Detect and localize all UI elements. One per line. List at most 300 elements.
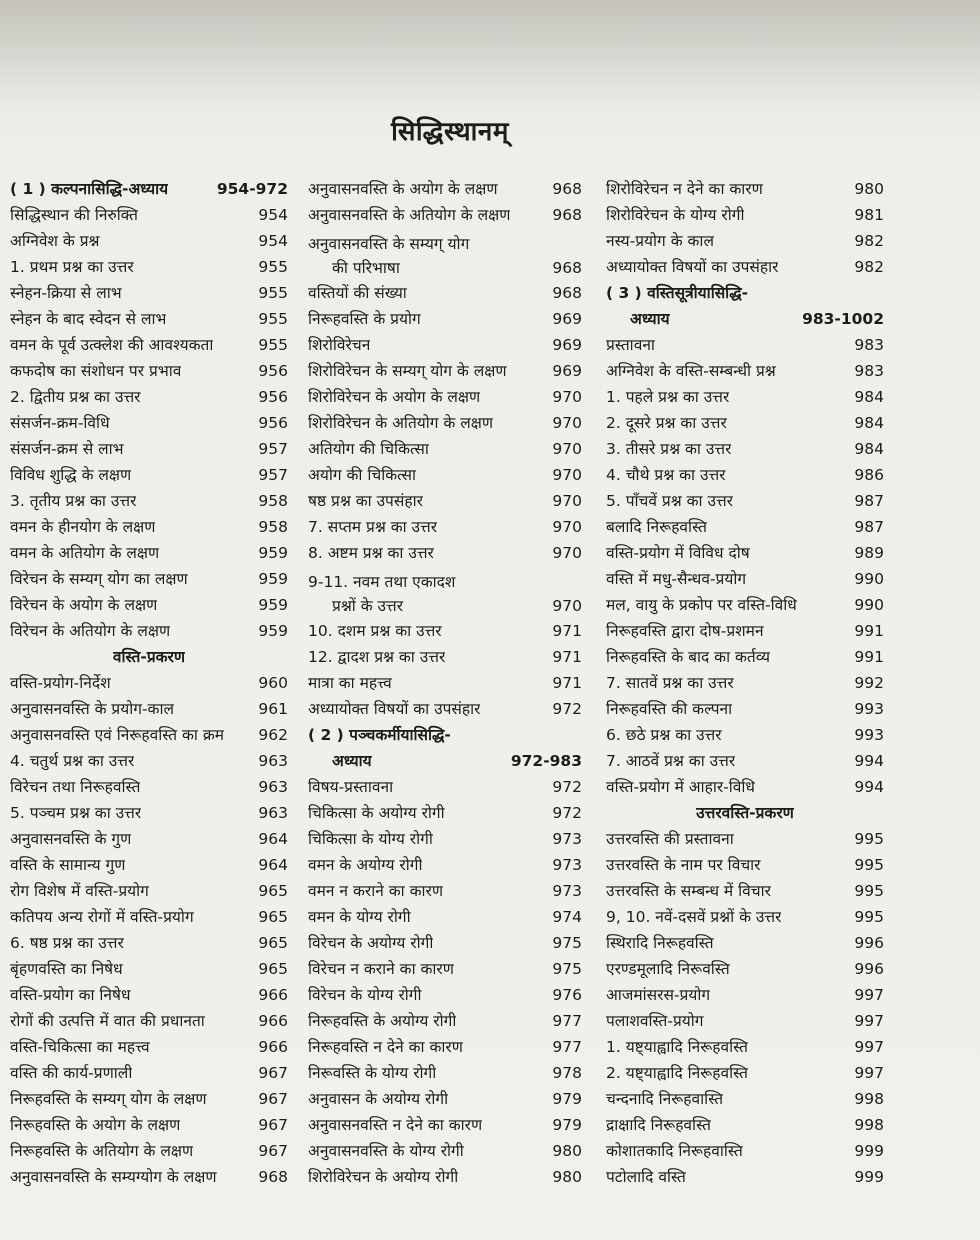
toc-entry	[308, 904, 582, 930]
page-number: 980	[854, 180, 884, 198]
toc-entry	[10, 202, 288, 228]
toc-entry	[308, 1164, 582, 1190]
page-number: 976	[552, 986, 582, 1004]
entry-title: वमन के अतियोग के लक्षण	[10, 544, 160, 562]
page-number: 982	[854, 232, 884, 250]
page-number: 971	[552, 674, 582, 692]
toc-entry	[606, 982, 884, 1008]
toc-entry	[10, 540, 288, 566]
page-number: 971	[552, 622, 582, 640]
page-number: 971	[552, 648, 582, 666]
toc-entry	[10, 254, 288, 280]
page-number: 970	[552, 518, 582, 536]
toc-entry	[10, 618, 288, 644]
toc-entry	[10, 982, 288, 1008]
page-number: 973	[552, 882, 582, 900]
page-number: 997	[854, 1012, 884, 1030]
page-number: 990	[854, 570, 884, 588]
page-number: 998	[854, 1116, 884, 1134]
entry-title	[308, 570, 543, 618]
toc-entry	[606, 1034, 884, 1060]
entry-title: 5. पाँचवें प्रश्न का उत्तर	[606, 492, 734, 510]
entry-title: विरेचन के सम्यग् योग का लक्षण	[10, 570, 188, 588]
toc-entry	[308, 982, 582, 1008]
entry-title: 1. प्रथम प्रश्न का उत्तर	[10, 258, 134, 276]
entry-title: षष्ठ प्रश्न का उपसंहार	[308, 492, 423, 510]
toc-entry	[606, 410, 884, 436]
page-number: 975	[552, 934, 582, 952]
toc-entry	[10, 696, 288, 722]
entry-title: संसर्जन-क्रम से लाभ	[10, 440, 124, 458]
entry-title: पलाशवस्ति-प्रयोग	[606, 1012, 704, 1030]
entry-title: शिरोविरेचन के अयोग्य रोगी	[308, 1168, 459, 1186]
entry-title: 3. तीसरे प्रश्न का उत्तर	[606, 440, 732, 458]
toc-entry	[606, 540, 884, 566]
entry-title: मल, वायु के प्रकोप पर वस्ति-विधि	[606, 596, 797, 614]
toc-entry	[10, 228, 288, 254]
page-number: 975	[552, 960, 582, 978]
toc-entry	[10, 566, 288, 592]
entry-title: निरूहवस्ति के अयोग के लक्षण	[10, 1116, 181, 1134]
toc-entry	[606, 956, 884, 982]
toc-entry	[10, 488, 288, 514]
entry-title	[308, 232, 543, 280]
entry-title: अनुवासनवस्ति के सम्यग्योग के लक्षण	[10, 1168, 217, 1186]
page-number: 970	[552, 388, 582, 406]
entry-title: ( 2 ) पञ्चकर्मीयासिद्धि-	[308, 726, 451, 744]
page-number: 979	[552, 1116, 582, 1134]
page-number: 993	[854, 700, 884, 718]
toc-entry	[606, 1164, 884, 1190]
toc-entry	[10, 514, 288, 540]
entry-title: विविध शुद्धि के लक्षण	[10, 466, 132, 484]
toc-entry	[606, 618, 884, 644]
entry-title: पटोलादि वस्ति	[606, 1168, 686, 1186]
entry-title: अतियोग की चिकित्सा	[308, 440, 429, 458]
page-number: 970	[552, 466, 582, 484]
entry-title: अध्यायोक्त विषयों का उपसंहार	[308, 700, 481, 718]
toc-entry	[308, 384, 582, 410]
toc-entry	[10, 670, 288, 696]
chapter-heading	[606, 280, 884, 306]
page-number: 997	[854, 1038, 884, 1056]
toc-entry	[10, 1112, 288, 1138]
toc-entry	[606, 1138, 884, 1164]
page-number: 957	[258, 466, 288, 484]
page-number: 960	[258, 674, 288, 692]
entry-title: वस्ति-प्रयोग-निर्देश	[10, 674, 111, 692]
entry-title: विरेचन के अतियोग के लक्षण	[10, 622, 171, 640]
entry-title: स्थिरादि निरूहवस्ति	[606, 934, 714, 952]
page-number: 959	[258, 570, 288, 588]
entry-title: विरेचन न कराने का कारण	[308, 960, 454, 978]
entry-title: शिरोविरेचन	[308, 336, 371, 354]
page-number: 963	[258, 804, 288, 822]
entry-title: निरूहवस्ति के प्रयोग	[308, 310, 421, 328]
entry-title: अध्याय	[630, 310, 670, 328]
page-number: 989	[854, 544, 884, 562]
entry-title: अग्निवेश के वस्ति-सम्बन्धी प्रश्न	[606, 362, 776, 380]
page-number: 970	[552, 544, 582, 562]
toc-entry	[10, 930, 288, 956]
entry-title: निरूहवस्ति के बाद का कर्तव्य	[606, 648, 771, 666]
page-number: 983-1002	[802, 310, 884, 328]
entry-title: शिरोविरेचन के सम्यग् योग के लक्षण	[308, 362, 507, 380]
page-number: 974	[552, 908, 582, 926]
toc-entry	[606, 930, 884, 956]
entry-title: ( 3 ) वस्तिसूत्रीयासिद्धि-	[606, 284, 749, 302]
page-number: 970	[552, 492, 582, 510]
entry-title: 6. छठे प्रश्न का उत्तर	[606, 726, 722, 744]
page-number: 983	[854, 362, 884, 380]
entry-title: अनुवासनवस्ति के प्रयोग-काल	[10, 700, 174, 718]
toc-entry	[606, 488, 884, 514]
page-number: 967	[258, 1116, 288, 1134]
page-number: 996	[854, 934, 884, 952]
page-number: 977	[552, 1038, 582, 1056]
page-number: 964	[258, 830, 288, 848]
toc-entry	[10, 904, 288, 930]
page-number: 970	[552, 414, 582, 432]
entry-title: अयोग की चिकित्सा	[308, 466, 417, 484]
page-number: 966	[258, 986, 288, 1004]
page-number: 994	[854, 778, 884, 796]
entry-title: 5. पञ्चम प्रश्न का उत्तर	[10, 804, 142, 822]
entry-title: 2. दूसरे प्रश्न का उत्तर	[606, 414, 727, 432]
entry-title: वस्ति के सामान्य गुण	[10, 856, 126, 874]
page-number: 978	[552, 1064, 582, 1082]
page-number: 980	[552, 1168, 582, 1186]
toc-entry	[10, 774, 288, 800]
entry-title: द्राक्षादि निरूहवस्ति	[606, 1116, 711, 1134]
page-number: 955	[258, 258, 288, 276]
page-number: 991	[854, 648, 884, 666]
page-number: 991	[854, 622, 884, 640]
page-number: 965	[258, 882, 288, 900]
page-number: 955	[258, 336, 288, 354]
entry-title: निरूहवस्ति द्वारा दोष-प्रशमन	[606, 622, 764, 640]
toc-entry	[606, 1112, 884, 1138]
entry-title: वस्तियों की संख्या	[308, 284, 407, 302]
toc-entry	[606, 462, 884, 488]
page-number: 963	[258, 752, 288, 770]
toc-entry	[308, 618, 582, 644]
entry-title: बलादि निरूहवस्ति	[606, 518, 707, 536]
page-number: 986	[854, 466, 884, 484]
entry-title: ( 1 ) कल्पनासिद्धि-अध्याय	[10, 180, 169, 198]
entry-title: मात्रा का महत्त्व	[308, 674, 392, 692]
page-number: 962	[258, 726, 288, 744]
entry-title: अनुवासनवस्ति एवं निरूहवस्ति का क्रम	[10, 726, 225, 744]
entry-title: नस्य-प्रयोग के काल	[606, 232, 714, 250]
entry-title: उत्तरवस्ति की प्रस्तावना	[606, 830, 734, 848]
page-number: 956	[258, 414, 288, 432]
toc-entry	[606, 748, 884, 774]
entry-title: 2. यष्ट्याह्वादि निरूहवस्ति	[606, 1064, 748, 1082]
page-number: 961	[258, 700, 288, 718]
chapter-heading	[308, 722, 582, 748]
page-number: 955	[258, 310, 288, 328]
toc-entry	[10, 1008, 288, 1034]
toc-entry	[308, 852, 582, 878]
entry-title: चिकित्सा के अयोग्य रोगी	[308, 804, 445, 822]
toc-entry	[606, 1008, 884, 1034]
toc-entry	[606, 826, 884, 852]
entry-title: वस्ति में मधु-सैन्धव-प्रयोग	[606, 570, 747, 588]
toc-entry	[308, 956, 582, 982]
entry-title: अनुवासन के अयोग्य रोगी	[308, 1090, 449, 1108]
toc-entry	[308, 878, 582, 904]
entry-title: शिरोविरेचन के अयोग के लक्षण	[308, 388, 481, 406]
toc-entry	[606, 228, 884, 254]
page-number: 968	[552, 284, 582, 302]
entry-title: वस्ति-प्रकरण	[112, 648, 186, 666]
toc-entry	[606, 904, 884, 930]
page-number: 995	[854, 908, 884, 926]
page-number: 972	[552, 700, 582, 718]
toc-entry	[308, 306, 582, 332]
toc-entry	[308, 436, 582, 462]
toc-entry	[308, 774, 582, 800]
toc-entry	[308, 332, 582, 358]
page-number: 995	[854, 830, 884, 848]
entry-title: विषय-प्रस्तावना	[308, 778, 394, 796]
toc-entry	[308, 670, 582, 696]
page-number: 972	[552, 778, 582, 796]
entry-title: स्नेहन-क्रिया से लाभ	[10, 284, 122, 302]
entry-title: अग्निवेश के प्रश्न	[10, 232, 100, 250]
toc-entry	[606, 202, 884, 228]
page-number: 954-972	[216, 180, 288, 198]
entry-title: निरूहवस्ति के अतियोग के लक्षण	[10, 1142, 194, 1160]
toc-entry	[606, 1060, 884, 1086]
entry-title: वस्ति-प्रयोग में आहार-विधि	[606, 778, 755, 796]
entry-title: वमन न कराने का कारण	[308, 882, 444, 900]
page-number: 984	[854, 388, 884, 406]
entry-title: निरूहवस्ति की कल्पना	[606, 700, 733, 718]
toc-entry	[10, 358, 288, 384]
page-number: 998	[854, 1090, 884, 1108]
page-number: 995	[854, 856, 884, 874]
page-number: 973	[552, 856, 582, 874]
toc-column-1	[10, 176, 288, 1190]
entry-title: शिरोविरेचन के अतियोग के लक्षण	[308, 414, 494, 432]
toc-entry	[606, 644, 884, 670]
toc-entry	[606, 670, 884, 696]
page-number: 968	[258, 1168, 288, 1186]
toc-entry	[606, 514, 884, 540]
entry-title: उत्तरवस्ति-प्रकरण	[696, 804, 794, 822]
toc-entry	[606, 566, 884, 592]
page-number: 965	[258, 908, 288, 926]
toc-entry	[308, 1138, 582, 1164]
page-number: 972	[552, 804, 582, 822]
entry-title: 1. यष्ट्याह्वादि निरूहवस्ति	[606, 1038, 748, 1056]
page-number: 968	[552, 206, 582, 224]
page-number: 967	[258, 1064, 288, 1082]
entry-title: कतिपय अन्य रोगों में वस्ति-प्रयोग	[10, 908, 194, 926]
page-number: 984	[854, 440, 884, 458]
toc-entry	[308, 462, 582, 488]
entry-title: एरण्डमूलादि निरूवस्ति	[606, 960, 730, 978]
page-number: 994	[854, 752, 884, 770]
page-number: 963	[258, 778, 288, 796]
entry-title-line-2: की परिभाषा	[332, 259, 400, 277]
section-heading	[606, 800, 884, 826]
toc-entry	[606, 436, 884, 462]
page-number: 990	[854, 596, 884, 614]
page-number: 967	[258, 1142, 288, 1160]
entry-title: वमन के हीनयोग के लक्षण	[10, 518, 156, 536]
toc-entry	[606, 852, 884, 878]
page-number: 995	[854, 882, 884, 900]
entry-title: अनुवासनवस्ति के अयोग के लक्षण	[308, 180, 498, 198]
entry-title: वस्ति की कार्य-प्रणाली	[10, 1064, 133, 1082]
page-number: 973	[552, 830, 582, 848]
entry-title: अनुवासनवस्ति के गुण	[10, 830, 132, 848]
page-number: 968	[552, 180, 582, 198]
entry-title: अध्याय	[332, 752, 372, 770]
entry-title: 8. अष्टम प्रश्न का उत्तर	[308, 544, 434, 562]
toc-entry	[10, 306, 288, 332]
toc-entry	[308, 826, 582, 852]
page-number: 999	[854, 1168, 884, 1186]
entry-title: अध्यायोक्त विषयों का उपसंहार	[606, 258, 779, 276]
entry-title: विरेचन के अयोग्य रोगी	[308, 934, 434, 952]
page-number: 966	[258, 1012, 288, 1030]
toc-entry	[308, 514, 582, 540]
toc-entry	[10, 1164, 288, 1190]
page-number: 969	[552, 336, 582, 354]
page-number: 970	[552, 440, 582, 458]
entry-title: अनुवासनवस्ति के अतियोग के लक्षण	[308, 206, 511, 224]
page-number: 964	[258, 856, 288, 874]
page-number: 965	[258, 934, 288, 952]
toc-entry	[606, 332, 884, 358]
page-number: 987	[854, 518, 884, 536]
show-through-text-area	[0, 0, 980, 105]
toc-entry	[308, 358, 582, 384]
entry-title: बृंहणवस्ति का निषेध	[10, 960, 123, 978]
entry-title: सिद्धिस्थान की निरुक्ति	[10, 206, 138, 224]
page-number: 956	[258, 362, 288, 380]
toc-entry	[606, 878, 884, 904]
toc-entry	[10, 722, 288, 748]
entry-title: उत्तरवस्ति के नाम पर विचार	[606, 856, 761, 874]
entry-title: 10. दशम प्रश्न का उत्तर	[308, 622, 442, 640]
entry-title: वस्ति-चिकित्सा का महत्त्व	[10, 1038, 150, 1056]
page-number: 959	[258, 622, 288, 640]
toc-column-3	[606, 176, 884, 1190]
entry-title: 9, 10. नवें-दसवें प्रश्नों के उत्तर	[606, 908, 782, 926]
toc-entry	[308, 566, 582, 618]
toc-entry	[10, 1086, 288, 1112]
toc-entry	[10, 592, 288, 618]
page-number: 996	[854, 960, 884, 978]
page-number: 982	[854, 258, 884, 276]
toc-entry	[10, 280, 288, 306]
entry-title: स्नेहन के बाद स्वेदन से लाभ	[10, 310, 167, 328]
entry-title: शिरोविरेचन न देने का कारण	[606, 180, 763, 198]
chapter-heading	[308, 748, 582, 774]
page-number: 997	[854, 1064, 884, 1082]
toc-entry	[606, 358, 884, 384]
entry-title: 7. सातवें प्रश्न का उत्तर	[606, 674, 734, 692]
page-number: 969	[552, 310, 582, 328]
toc-entry	[10, 462, 288, 488]
entry-title: 12. द्वादश प्रश्न का उत्तर	[308, 648, 446, 666]
entry-title: 4. चतुर्थ प्रश्न का उत्तर	[10, 752, 135, 770]
page-number: 987	[854, 492, 884, 510]
page-number: 999	[854, 1142, 884, 1160]
page-number: 959	[258, 544, 288, 562]
toc-entry	[308, 644, 582, 670]
entry-title: 3. तृतीय प्रश्न का उत्तर	[10, 492, 137, 510]
toc-entry	[308, 930, 582, 956]
entry-title: प्रस्तावना	[606, 336, 655, 354]
toc-entry	[10, 332, 288, 358]
entry-title: 7. सप्तम प्रश्न का उत्तर	[308, 518, 438, 536]
entry-title: उत्तरवस्ति के सम्बन्ध में विचार	[606, 882, 771, 900]
toc-entry	[308, 488, 582, 514]
entry-title: वस्ति-प्रयोग का निषेध	[10, 986, 131, 1004]
entry-title: चन्दनादि निरूहवास्ति	[606, 1090, 724, 1108]
entry-title: रोगों की उत्पत्ति में वात की प्रधानता	[10, 1012, 205, 1030]
entry-title: 6. षष्ठ प्रश्न का उत्तर	[10, 934, 124, 952]
page-number: 956	[258, 388, 288, 406]
entry-title: वमन के पूर्व उत्क्लेश की आवश्यकता	[10, 336, 214, 354]
toc-entry	[606, 592, 884, 618]
toc-entry	[10, 826, 288, 852]
entry-title: निरूवस्ति के योग्य रोगी	[308, 1064, 437, 1082]
entry-title: विरेचन के योग्य रोगी	[308, 986, 422, 1004]
page-number: 959	[258, 596, 288, 614]
page-title: सिद्धिस्थानम्	[391, 117, 509, 147]
entry-title: निरूहवस्ति के सम्यग् योग के लक्षण	[10, 1090, 207, 1108]
toc-entry	[10, 878, 288, 904]
page-number: 977	[552, 1012, 582, 1030]
toc-entry	[10, 436, 288, 462]
toc-entry	[10, 852, 288, 878]
entry-title: वमन के अयोग्य रोगी	[308, 856, 423, 874]
toc-entry	[10, 410, 288, 436]
entry-title: 2. द्वितीय प्रश्न का उत्तर	[10, 388, 141, 406]
page-number: 983	[854, 336, 884, 354]
page-number: 958	[258, 492, 288, 510]
toc-entry	[606, 696, 884, 722]
toc-entry	[308, 280, 582, 306]
toc-entry	[308, 1008, 582, 1034]
page-number: 970	[552, 597, 582, 615]
toc-entry	[10, 1138, 288, 1164]
entry-title: निरूहवस्ति न देने का कारण	[308, 1038, 463, 1056]
page-number: 980	[552, 1142, 582, 1160]
page-number: 955	[258, 284, 288, 302]
page-number: 992	[854, 674, 884, 692]
toc-entry	[10, 956, 288, 982]
entry-title: अनुवासनवस्ति के योग्य रोगी	[308, 1142, 464, 1160]
page-number: 969	[552, 362, 582, 380]
entry-title-line-1: 9-11. नवम तथा एकादश	[308, 573, 456, 591]
page-number: 984	[854, 414, 884, 432]
page-number: 981	[854, 206, 884, 224]
entry-title: वमन के योग्य रोगी	[308, 908, 411, 926]
entry-title: आजमांसरस-प्रयोग	[606, 986, 711, 1004]
entry-title-line-2: प्रश्नों के उत्तर	[332, 597, 404, 615]
page-number: 968	[552, 259, 582, 277]
entry-title: विरेचन तथा निरूहवस्ति	[10, 778, 141, 796]
toc-entry	[10, 800, 288, 826]
